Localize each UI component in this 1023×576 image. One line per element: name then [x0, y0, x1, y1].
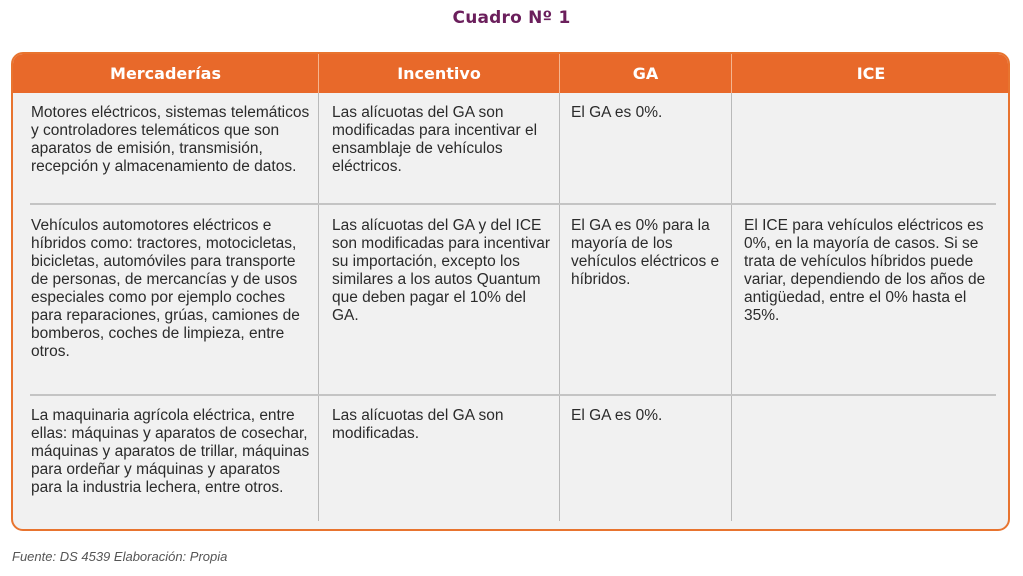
header-mercaderias: Mercaderías [110, 64, 221, 83]
row1-mercaderias: Motores eléctricos, sistemas telemáticos y controladores telemáticos que son aparatos de emisión, transmisión, recepción y almacenamiento de datos. [31, 104, 310, 175]
table-title: Cuadro Nº 1 [452, 8, 571, 28]
header-ice: ICE [856, 64, 886, 83]
row-divider [30, 394, 996, 396]
row2-ga: El GA es 0% para la mayoría de los vehículos eléctricos e híbridos. [571, 217, 720, 288]
header-incentivo: Incentivo [397, 64, 481, 83]
row2-mercaderias: Vehículos automotores eléctricos e híbridos como: tractores, motocicletas, bicicletas, automóviles para transporte de personas, de mercancías y de usos especiales como por ejemplo coches para reparaciones, grúas, camiones de bomberos, coches de limpieza, entre otros. [31, 217, 300, 360]
header-ga: GA [632, 64, 659, 83]
data-table [11, 52, 1010, 531]
row3-incentivo: Las alícuotas del GA son modificadas. [332, 407, 504, 442]
row1-ga: El GA es 0%. [571, 104, 663, 121]
source-note: Fuente: DS 4539 Elaboración: Propia [12, 549, 228, 564]
row2-ice: El ICE para vehículos eléctricos es 0%, en la mayoría de casos. Si se trata de vehículos híbridos puede variar, dependiendo de los años de antigüedad, entre el 0% hasta el 35%. [744, 217, 986, 324]
column-divider [318, 93, 319, 521]
table-header [13, 54, 1008, 93]
row3-ga: El GA es 0%. [571, 407, 663, 424]
column-divider [731, 93, 732, 521]
row1-incentivo: Las alícuotas del GA son modificadas para incentivar el ensamblaje de vehículos eléctricos. [332, 104, 538, 175]
row2-incentivo: Las alícuotas del GA y del ICE son modificadas para incentivar su importación, excepto los similares a los autos Quantum que deben pagar el 10% del GA. [332, 217, 550, 324]
row-divider [30, 203, 996, 205]
column-divider [559, 93, 560, 521]
row3-mercaderias: La maquinaria agrícola eléctrica, entre ellas: máquinas y aparatos de cosechar, máquinas y aparatos de trillar, máquinas para ordeñar y máquinas y aparatos para la industria lechera, entre otros. [31, 407, 310, 496]
